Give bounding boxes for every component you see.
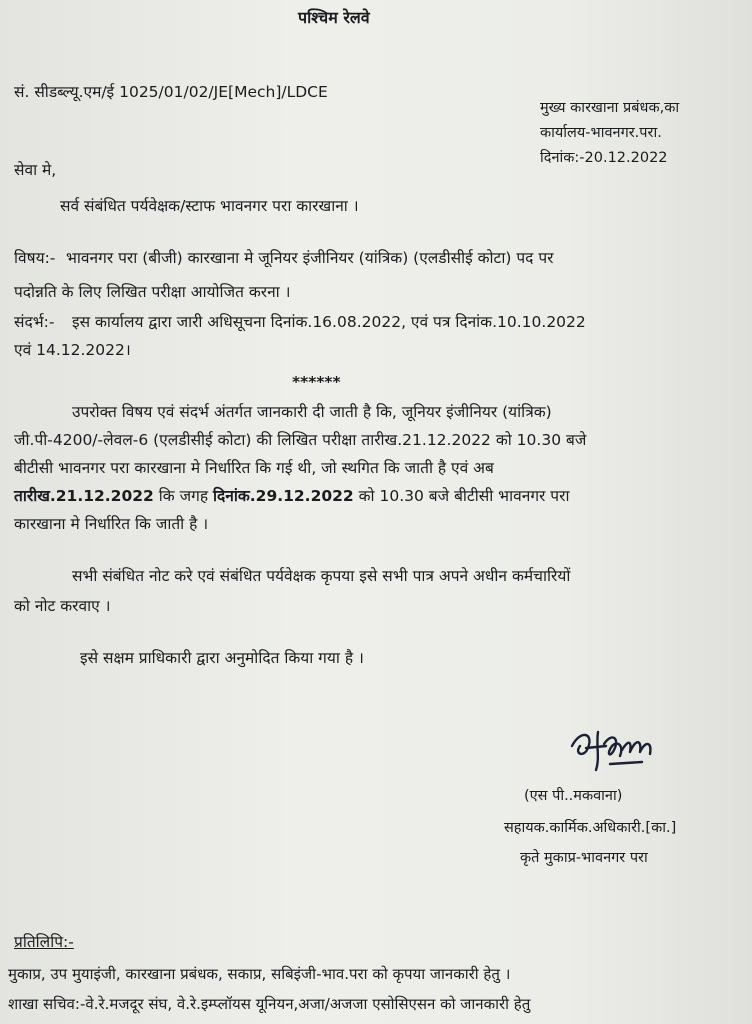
copy-label: प्रतिलिपि:- bbox=[14, 933, 74, 951]
paragraph-1-line-5: कारखाना मे निर्धारित कि जाती है । bbox=[14, 515, 209, 533]
reference-line-1: इस कार्यालय द्वारा जारी अधिसूचना दिनांक.16.08.2022, एवं पत्र दिनांक.10.10.2022 bbox=[72, 313, 586, 331]
subject-label: विषय:- bbox=[14, 249, 56, 267]
recipient-line: सर्व संबंधित पर्यवेक्षक/स्टाफ भावनगर परा कारखाना । bbox=[60, 197, 359, 215]
salutation: सेवा मे, bbox=[14, 161, 57, 179]
paragraph-1-line-2: जी.पी-4200/-लेवल-6 (एलडीसीई कोटा) की लिखित परीक्षा तारीख.21.12.2022 को 10.30 बजे bbox=[14, 431, 587, 449]
reference-line-2: एवं 14.12.2022। bbox=[14, 341, 131, 359]
separator: ****** bbox=[292, 373, 341, 391]
subject-line-1: भावनगर परा (बीजी) कारखाना मे जूनियर इंजीनियर (यांत्रिक) (एलडीसीई कोटा) पद पर bbox=[66, 249, 554, 267]
signature bbox=[566, 724, 658, 780]
paragraph-2-line-1: सभी संबंधित नोट करे एवं संबंधित पर्यवेक्षक कृपया इसे सभी पात्र अपने अधीन कर्मचारियों bbox=[72, 567, 571, 585]
page-title: पश्चिम रेलवे bbox=[298, 8, 370, 27]
paragraph-1-line-4 bbox=[14, 486, 569, 506]
paragraph-1-line-1: उपरोक्त विषय एवं संदर्भ अंतर्गत जानकारी दी जाती है कि, जूनियर इंजीनियर (यांत्रिक) bbox=[72, 403, 552, 421]
new-exam-date: दिनांक.29.12.2022 bbox=[213, 487, 354, 505]
signatory-name: (एस पी..मकवाना) bbox=[524, 788, 623, 804]
paragraph-3: इसे सक्षम प्राधिकारी द्वारा अनुमोदित किया गया है । bbox=[80, 649, 364, 667]
paragraph-1-line-3: बीटीसी भावनगर परा कारखाना मे निर्धारित कि गई थी, जो स्थगित कि जाती है एवं अब bbox=[14, 459, 494, 477]
line-4-end: को 10.30 बजे बीटीसी भावनगर परा bbox=[353, 487, 570, 505]
old-exam-date: तारीख.21.12.2022 bbox=[14, 487, 154, 505]
subject-line-2: पदोन्नति के लिए लिखित परीक्षा आयोजित करना । bbox=[14, 283, 291, 301]
signatory-designation: सहायक.कार्मिक.अधिकारी.[का.] bbox=[504, 820, 677, 836]
letter-date: दिनांक:-20.12.2022 bbox=[540, 150, 668, 166]
paragraph-2-line-2: को नोट करवाए । bbox=[14, 597, 111, 615]
signatory-for: कृते मुकाप्र-भावनगर परा bbox=[520, 850, 648, 866]
copy-line-1: मुकाप्र, उप मुयाइंजी, कारखाना प्रबंधक, सकाप्र, सबिइंजी-भाव.परा को कृपया जानकारी हेतु । bbox=[8, 965, 511, 983]
office-line-2: कार्यालय-भावनगर.परा. bbox=[540, 125, 662, 141]
office-line-1: मुख्य कारखाना प्रबंधक,का bbox=[540, 100, 680, 116]
copy-line-2: शाखा सचिव:-वे.रे.मजदूर संघ, वे.रे.इम्प्लॉयस यूनियन,अजा/अजजा एसोसिएसन को जानकारी हेतु bbox=[8, 995, 531, 1013]
reference-label: संदर्भ:- bbox=[14, 313, 55, 331]
line-4-middle: कि जगह bbox=[153, 487, 213, 505]
reference-number: सं. सीडब्ल्यू.एम/ई 1025/01/02/JE[Mech]/LDCE bbox=[14, 83, 328, 101]
